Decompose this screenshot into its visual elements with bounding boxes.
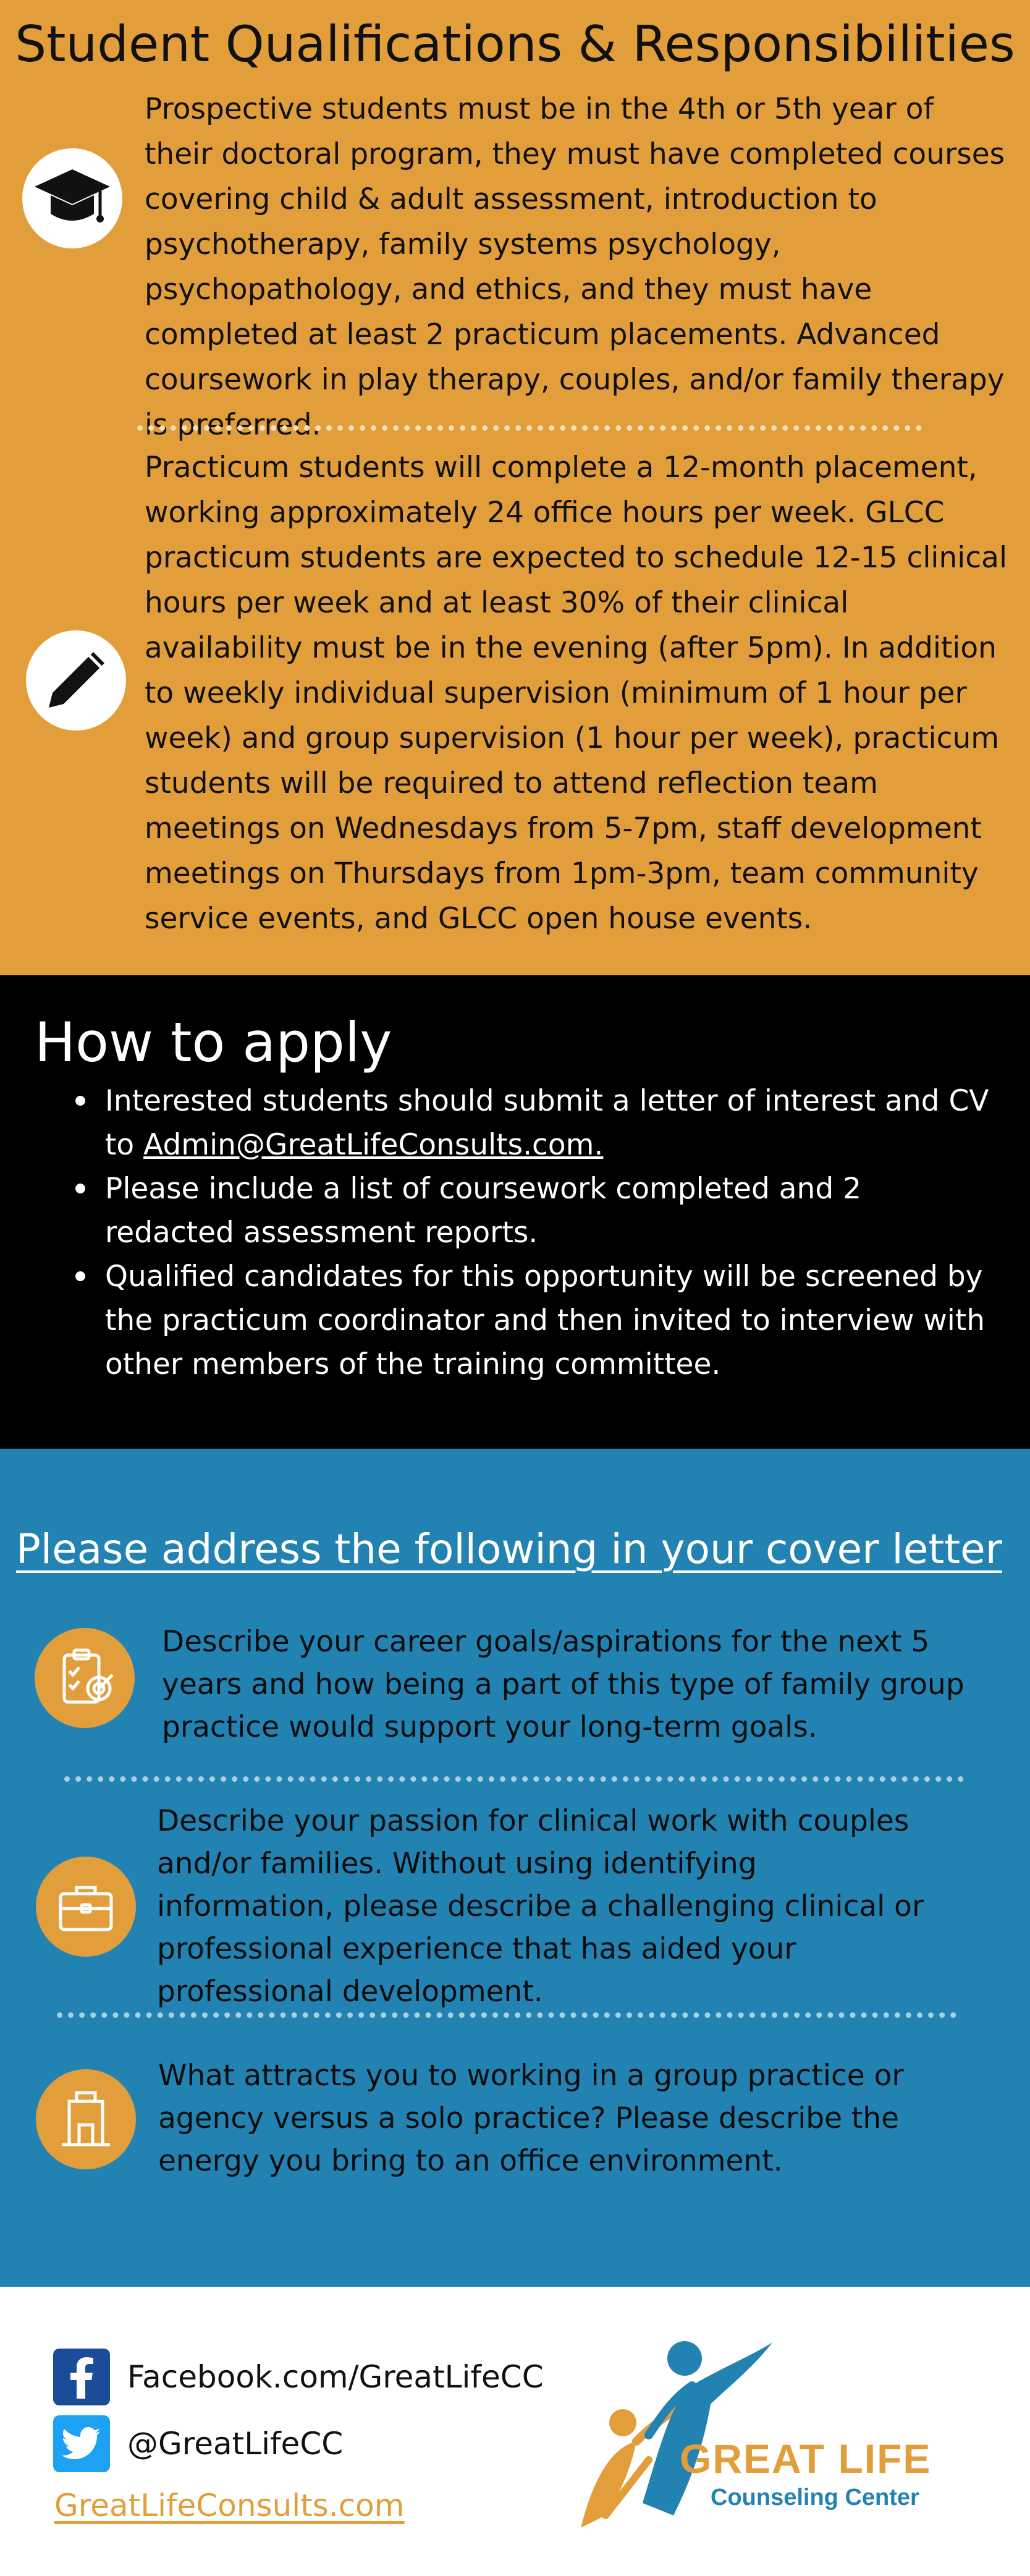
website-link[interactable]: GreatLifeConsults.com — [54, 2488, 405, 2523]
briefcase-icon — [36, 1857, 136, 1957]
facebook-handle: Facebook.com/GreatLifeCC — [127, 2359, 544, 2395]
list-item — [0, 1079, 1030, 1167]
responsibilities-paragraph: Practicum students will complete a 12-month placement, working approximately 24 office hours per week. GLCC practicum students are expected to schedule 12-15 clinical hours per week and at least 30% of their clinical availability must be in the evening (after 5pm). In addition to weekly individual supervision (minimum of 1 hour per week) and group supervision (1 hour per week), practicum students will be required to attend reflection team meetings on Wednesdays from 5-7pm, staff development meetings on Thursdays from 1pm-3pm, team community service events, and GLCC open house events. — [145, 451, 1008, 936]
list-item: Please include a list of coursework completed and 2 redacted assessment reports. — [0, 1167, 1030, 1255]
great-life-logo — [568, 2330, 989, 2540]
graduation-cap-icon — [22, 148, 122, 248]
twitter-link[interactable] — [53, 2415, 343, 2472]
pen-icon — [26, 630, 126, 731]
cover-letter-section — [0, 1449, 1030, 2287]
email-link[interactable]: Admin@GreatLifeConsults.com. — [143, 1128, 604, 1162]
dotted-divider — [137, 425, 922, 431]
facebook-icon — [53, 2349, 110, 2405]
logo-subtitle: Counseling Center — [711, 2485, 919, 2510]
cover-letter-item: Describe your passion for clinical work with couples and/or families. Without using identifying information, please describe a challenging clinical or professional experience that has aided your professional development. — [157, 1804, 924, 2009]
footer-section — [0, 2287, 1030, 2576]
apply-title: How to apply — [35, 1010, 392, 1074]
logo-title: GREAT LIFE — [680, 2436, 932, 2481]
cover-letter-title: Please address the following in your cover letter — [16, 1525, 1002, 1573]
how-to-apply-section — [0, 975, 1030, 1449]
office-building-icon — [36, 2069, 136, 2169]
cover-letter-item: What attracts you to working in a group practice or agency versus a solo practice? Please describe the energy you bring to an office environment. — [158, 2059, 904, 2178]
cover-letter-item: Describe your career goals/aspirations for the next 5 years and how being a part of this type of family group practice would support your long-term goals. — [162, 1625, 965, 1744]
goals-checklist-icon — [35, 1628, 135, 1728]
list-item: Qualified candidates for this opportunity will be screened by the practicum coordinator and then invited to interview with other members of the training committee. — [0, 1255, 1030, 1386]
qualifications-title: Student Qualifications & Responsibilities — [15, 15, 1015, 73]
qualifications-section — [0, 0, 1030, 975]
twitter-icon — [53, 2415, 110, 2472]
apply-list — [0, 1079, 1030, 1386]
dotted-divider — [57, 2012, 956, 2018]
qualifications-paragraph: Prospective students must be in the 4th or 5th year of their doctoral program, they must have completed courses covering child & adult assessment, introduction to psychotherapy, family systems psychology, psychopathology, and ethics, and they must have completed at least 2 practicum placements. Advanced coursework in play therapy, couples, and/or family therapy is preferred. — [145, 92, 1005, 442]
twitter-handle: @GreatLifeCC — [127, 2426, 344, 2462]
facebook-link[interactable] — [53, 2349, 544, 2405]
dotted-divider — [64, 1776, 964, 1782]
apply-bullet-text: Interested students should submit a letter of interest and CV to — [105, 1084, 989, 1162]
